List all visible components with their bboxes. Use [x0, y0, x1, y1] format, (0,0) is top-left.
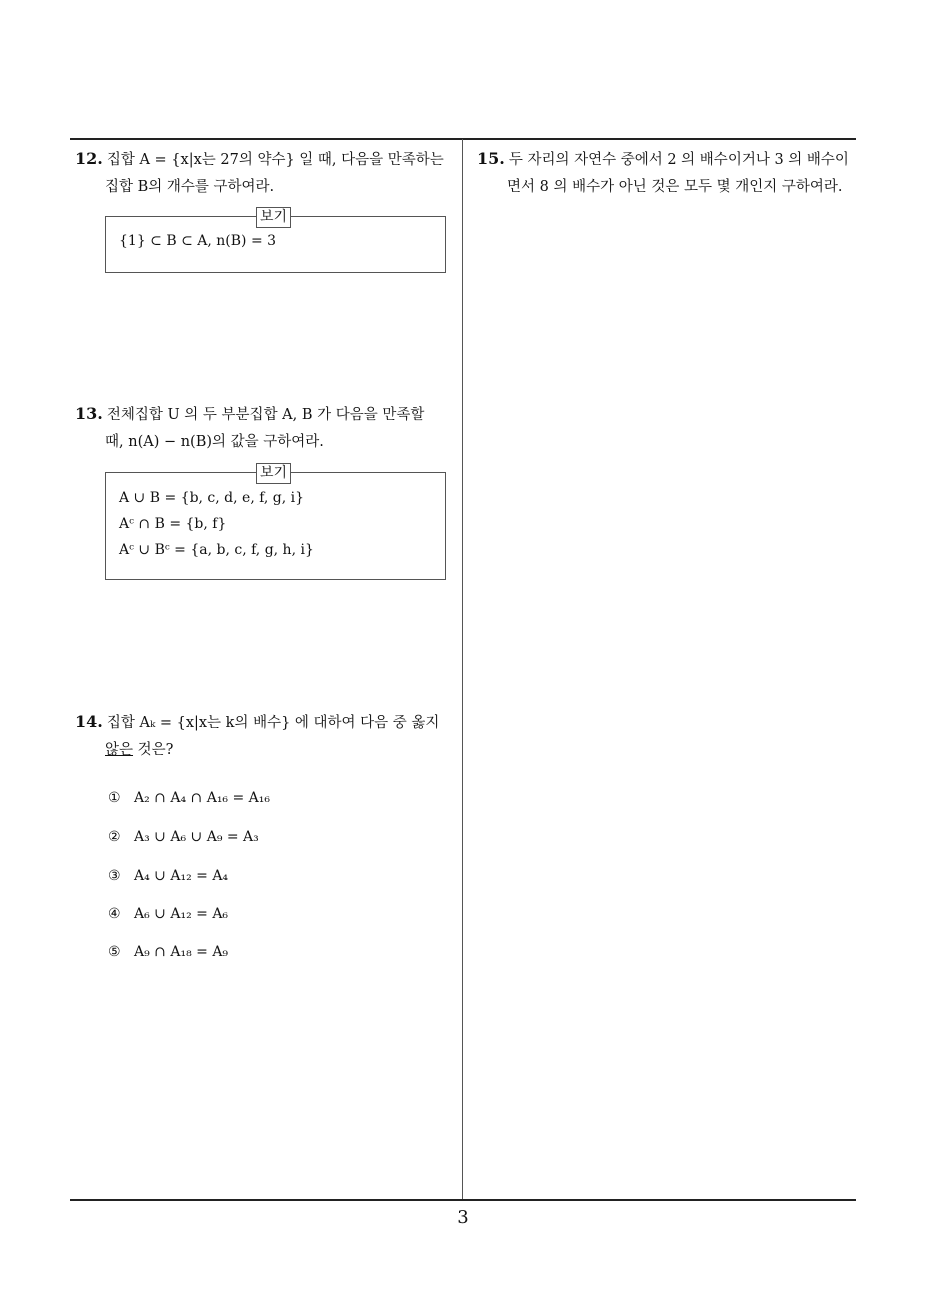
choice-4[interactable]: [108, 906, 228, 922]
box-label: 보기: [256, 207, 291, 228]
question-number: 15.: [477, 149, 505, 168]
question-text-line1: 두 자리의 자연수 중에서 2 의 배수이거나 3 의 배수이: [508, 152, 849, 168]
choice-2[interactable]: [108, 829, 259, 845]
page-number: 3: [457, 1207, 469, 1228]
question-13: [75, 400, 460, 456]
choice-1[interactable]: [108, 790, 270, 806]
choice-marker: ④: [108, 906, 121, 922]
q12-condition-box: [105, 209, 446, 273]
choice-text: A₉ ∩ A₁₈ = A₉: [134, 944, 229, 960]
choice-marker: ⑤: [108, 944, 121, 960]
question-number: 13.: [75, 404, 103, 423]
question-text-line1: 집합 Aₖ = {x|x는 k의 배수} 에 대하여 다음 중 옳지: [106, 715, 440, 731]
question-text-line2: 집합 B의 개수를 구하여라.: [105, 179, 275, 195]
question-number: 14.: [75, 712, 103, 731]
condition-row: Aᶜ ∪ Bᶜ = {a, b, c, f, g, h, i}: [119, 542, 314, 558]
choice-text: A₂ ∩ A₄ ∩ A₁₆ = A₁₆: [134, 790, 271, 806]
box-label: 보기: [256, 463, 291, 484]
question-text-line1: 전체집합 U 의 두 부분집합 A, B 가 다음을 만족할: [106, 407, 425, 423]
choice-marker: ①: [108, 790, 121, 806]
question-14: [75, 708, 460, 764]
question-15: [477, 145, 862, 201]
question-text-line2: 면서 8 의 배수가 아닌 것은 모두 몇 개인지 구하여라.: [507, 179, 843, 195]
choice-3[interactable]: [108, 868, 228, 884]
question-text-line2: [75, 737, 460, 764]
condition-row: A ∪ B = {b, c, d, e, f, g, i}: [119, 490, 305, 506]
question-text-line1: 집합 A = {x|x는 27의 약수} 일 때, 다음을 만족하는: [106, 152, 444, 168]
question-text-line2: 때, n(A) − n(B)의 값을 구하여라.: [105, 434, 324, 450]
q13-condition-box: [105, 465, 446, 580]
condition-row: {1} ⊂ B ⊂ A, n(B) = 3: [119, 233, 277, 249]
bottom-rule: [70, 1199, 856, 1201]
choice-marker: ②: [108, 829, 121, 845]
top-rule: [70, 138, 856, 140]
column-divider: [462, 139, 463, 1200]
choice-text: A₄ ∪ A₁₂ = A₄: [134, 868, 229, 884]
choice-text: A₆ ∪ A₁₂ = A₆: [134, 906, 229, 922]
question-12: [75, 145, 460, 201]
choice-text: A₃ ∪ A₆ ∪ A₉ = A₃: [134, 829, 259, 845]
underlined-word: 않은: [105, 742, 134, 758]
condition-row: Aᶜ ∩ B = {b, f}: [119, 516, 227, 532]
choice-5[interactable]: [108, 944, 228, 960]
question-text-rest: 것은?: [133, 742, 174, 758]
question-number: 12.: [75, 149, 103, 168]
choice-marker: ③: [108, 868, 121, 884]
